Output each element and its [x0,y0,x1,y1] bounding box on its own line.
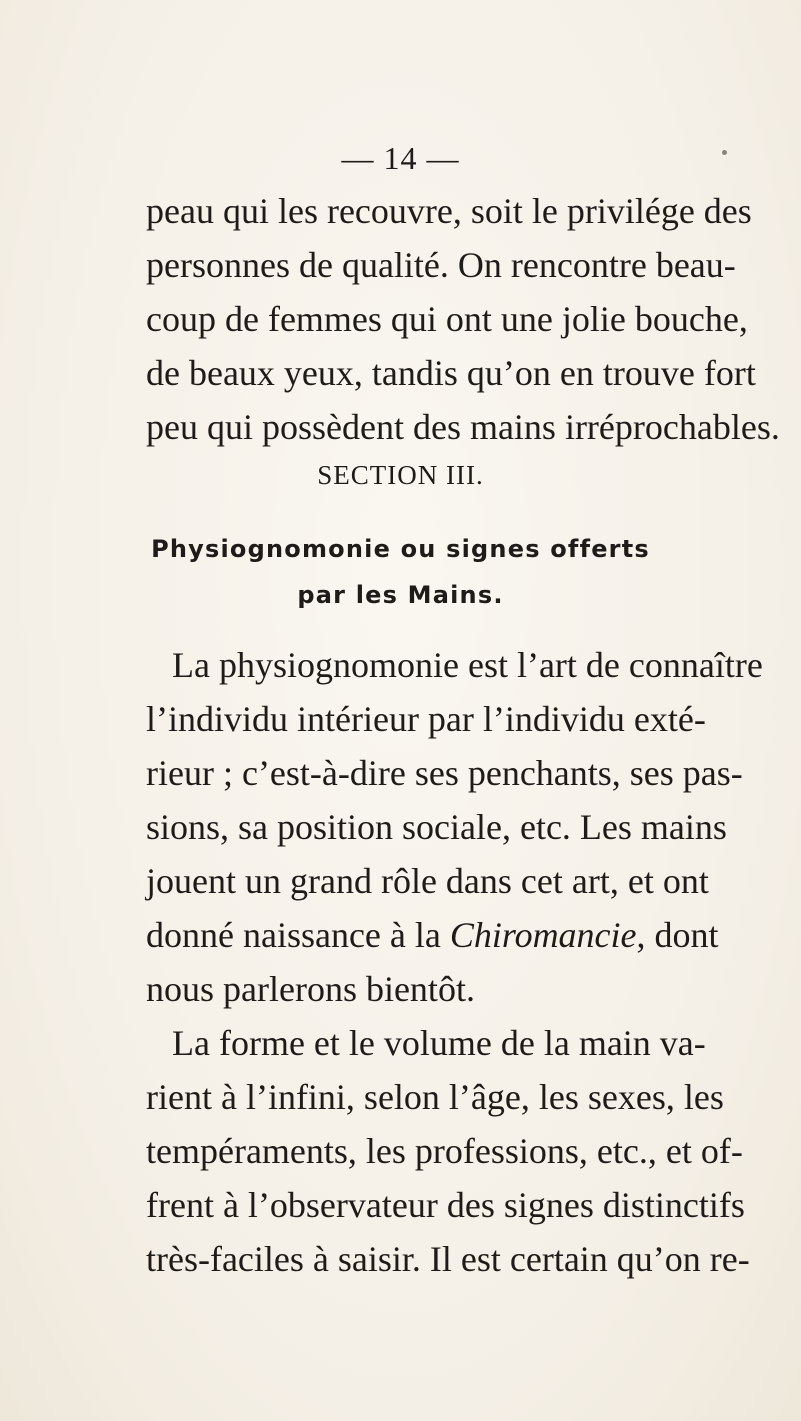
text-line: tempéraments, les professions, etc., et of- [146,1131,743,1171]
text-line [146,908,719,962]
section-heading-line-1: Physiognomonie ou signes offerts [151,535,650,563]
text-line: de beaux yeux, tandis qu’on en trouve fort [146,353,756,393]
italic-term: Chiromancie [449,915,637,955]
text-line: sions, sa position sociale, etc. Les mains [146,807,727,847]
text-line: peau qui les recouvre, soit le privilége des [146,191,752,231]
page-number: — 14 — [341,140,460,176]
text-line: rieur ; c’est-à-dire ses penchants, ses pas- [146,753,743,793]
text-line: rient à l’infini, selon l’âge, les sexes, les [146,1077,724,1117]
text-line: jouent un grand rôle dans cet art, et ont [146,861,709,901]
text-line: frent à l’observateur des signes distinctifs [146,1185,745,1225]
text-line: personnes de qualité. On rencontre beau- [146,245,736,285]
text-line: coup de femmes qui ont une jolie bouche, [146,299,748,339]
body-text [146,638,763,1286]
text-line: très-faciles à saisir. Il est certain qu’on re- [146,1239,750,1279]
text-line: nous parlerons bientôt. [146,969,475,1009]
text-line: La physiognomonie est l’art de connaître [172,645,763,685]
text-fragment: donné naissance à la [146,915,450,955]
section-label: SECTION III. [317,460,484,490]
text-line: La forme et le volume de la main va- [172,1023,706,1063]
text-line: l’individu intérieur par l’individu exté- [146,699,706,739]
text-line: peu qui possèdent des mains irréprochables. [146,407,780,447]
paragraph-top [146,184,780,454]
text-fragment: , dont [636,915,719,955]
section-heading-line-2: par les Mains. [297,581,504,609]
